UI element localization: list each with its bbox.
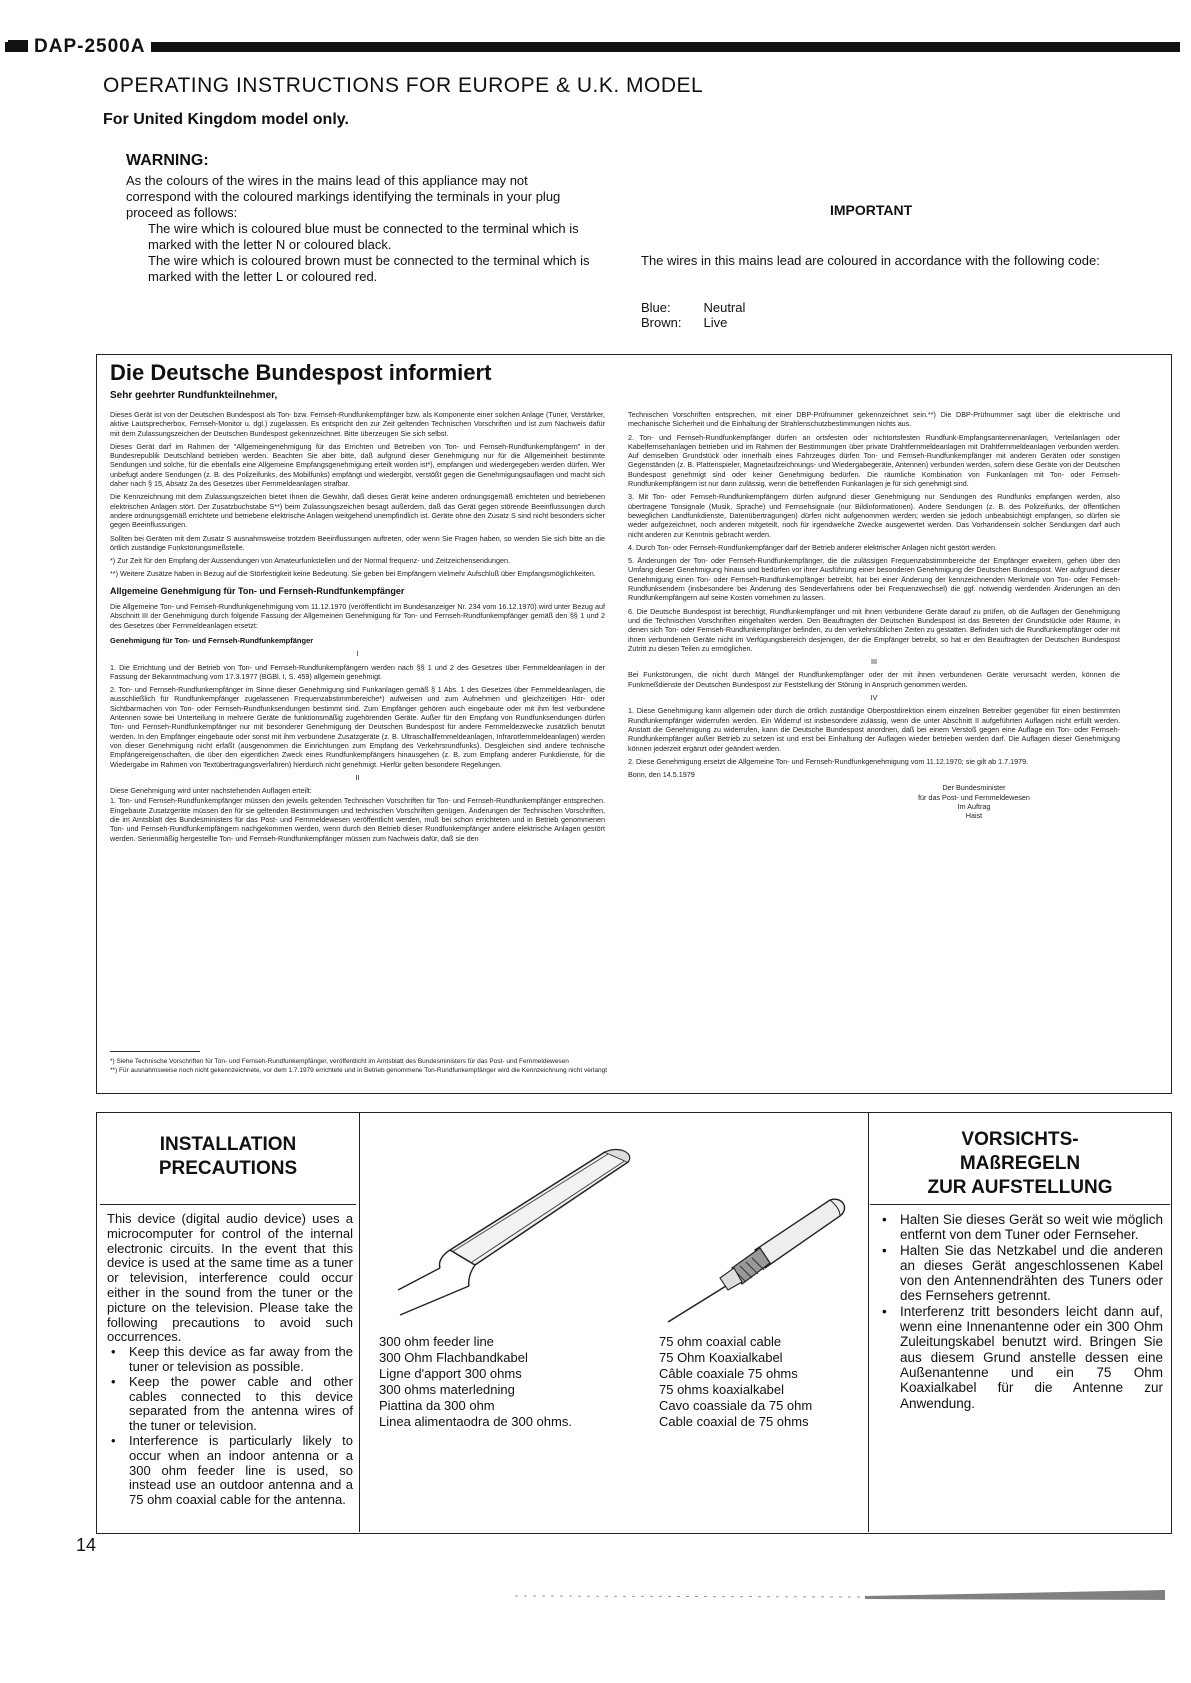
bp-roman: II bbox=[355, 772, 360, 782]
code-row-brown bbox=[641, 315, 767, 330]
header-logo-mark bbox=[8, 40, 30, 52]
bp-item: 1. Die Errichtung und der Betrieb von Ton- und Fernseh-Rundfunkempfängern werden nach §§ 1 und 2 des Gesetzes über Fernmeldeanlagen in der Fassung der Bekanntmachung vom 17.3.1977 (BGBl. I, S. 459) allgemein genehmigt. bbox=[110, 662, 605, 681]
signature-line: Im Auftrag bbox=[957, 801, 991, 811]
model-name: DAP-2500A bbox=[28, 36, 151, 58]
bp-paragraph: Dieses Gerät ist von der Deutschen Bundespost als Ton- bzw. Fernseh-Rundfunkempfänger bzw. als Komponente einer solchen Anlage (Tuner, Verstärker, aktive Lautsprecherbox, Fernseh-Monitor u. dgl.) zugelassen. Es entspricht den zur Zeit geltenden Technischen Vorschriften und ist zum Nachweis dafür mit dem Zulassungszeichen der Deutschen Bundespost gekennzeichnet. Bitte überzeugen Sie sich selbst. bbox=[110, 410, 605, 438]
vorsicht-body bbox=[878, 1212, 1163, 1411]
bp-place-date: Bonn, den 14.5.1979 bbox=[628, 770, 695, 780]
bp-paragraph: Diese Genehmigung wird unter nachstehenden Auflagen erteilt: bbox=[110, 786, 312, 796]
bp-item: 4. Durch Ton- oder Fernseh-Rundfunkempfänger darf der Betrieb anderer elektrischer Anlagen nicht gestört werden. bbox=[628, 542, 998, 552]
coaxial-cable-illustration bbox=[660, 1190, 860, 1330]
important-text: The wires in this mains lead are coloured in accordance with the following code: bbox=[641, 253, 1100, 268]
page-title: OPERATING INSTRUCTIONS FOR EUROPE & U.K. MODEL bbox=[103, 74, 704, 97]
coax-cable-caption bbox=[659, 1334, 812, 1430]
footnote: **) Für ausnahmsweise noch nicht gekennzeichnete, vor dem 1.7.1979 errichtete und in Betrieb genommene Ton-Rundfunkempfänger wird die Kennzeichnung nicht verlangt bbox=[110, 1067, 608, 1074]
installation-title-line: PRECAUTIONS bbox=[158, 1158, 298, 1179]
code-colour: Brown: bbox=[641, 315, 682, 330]
caption-line: Piattina da 300 ohm bbox=[379, 1398, 495, 1413]
code-meaning: Live bbox=[703, 315, 728, 330]
signature-line: für das Post- und Fernmeldewesen bbox=[918, 792, 1030, 802]
caption-line: 300 ohm feeder line bbox=[379, 1334, 494, 1349]
bp-signature bbox=[828, 783, 1120, 820]
important-title: IMPORTANT bbox=[830, 202, 913, 218]
bp-roman: IV bbox=[870, 693, 878, 703]
code-row-blue bbox=[641, 300, 767, 315]
vorsicht-title-rule bbox=[870, 1204, 1170, 1205]
installation-body bbox=[107, 1212, 353, 1508]
bp-footnote: **) Weitere Zusätze haben in Bezug auf die Störfestigkeit keine Bedeutung. Sie geben bei Empfängern vielmehr Aufschluß über Empfangsmöglichkeiten. bbox=[110, 569, 596, 579]
footnote-rule bbox=[110, 1051, 200, 1052]
caption-line: Cavo coassiale da 75 ohm bbox=[659, 1398, 813, 1413]
caption-line: 75 ohm coaxial cable bbox=[659, 1334, 782, 1349]
bundespost-left-column bbox=[110, 410, 605, 847]
bp-section-title: Allgemeine Genehmigung für Ton- und Fernseh-Rundfunkempfänger bbox=[110, 585, 405, 596]
bp-paragraph: Die Kennzeichnung mit dem Zulassungszeichen bietet Ihnen die Gewähr, daß dieses Gerät keine anderen ordnungsgemäß errichteten und betriebenen elektrischen Anlagen stört. Der Zusatzbuchstabe S**) beim Zulassungszeichen besagt außerdem, daß das Gerät gegen störende Beeinflussungen durch andere ordnungsgemäß errichtete und betriebene elektrische Anlagen weitgehend unempfindlich ist. Geräte ohne den Zusatz S sind nicht besonders sicher gegen Beeinflussungen. bbox=[110, 492, 605, 530]
bundespost-footnotes bbox=[110, 1057, 1110, 1075]
feeder-cable-caption bbox=[379, 1334, 572, 1430]
caption-line: Câble coaxiale 75 ohms bbox=[659, 1366, 798, 1381]
vorsicht-title-line: ZUR AUFSTELLUNG bbox=[927, 1177, 1113, 1198]
bundespost-right-column bbox=[628, 410, 1120, 821]
wire-colour-codes bbox=[641, 300, 767, 330]
caption-line: 300 Ohm Flachbandkabel bbox=[379, 1350, 528, 1365]
bp-paragraph: Die Allgemeine Ton- und Fernseh-Rundfunkgenehmigung vom 11.12.1970 (veröffentlicht im Bundesanzeiger Nr. 234 vom 16.12.1970) wird unter Bezug auf Abschnitt III der Genehmigung durch folgende Fassung der Allgemeinen Genehmigung für Ton- und Fernseh-Rundfunkempfänger gemäß den §§ 1 und 2 des Gesetzes über Fernmeldeanlagen ersetzt: bbox=[110, 602, 605, 630]
bp-footnote: *) Zur Zeit für den Empfang der Aussendungen von Amateurfunkstellen und der Normal frequenz- und Zeitzeichensendungen. bbox=[110, 556, 510, 566]
list-item: • Interferenz tritt besonders leicht dann auf, wenn eine Innenantenne oder ein 300 Ohm Zuleitungskabel benutzt wird. Bringen Sie aus diesem Grund anstelle dessen eine Außenantenne und ein 75 Ohm Koaxialkabel für die Antenne zur Anwendung. bbox=[878, 1304, 1163, 1411]
list-item: • Keep the power cable and other cables connected to this device separated from the antenna wires of the tuner or television. bbox=[107, 1375, 353, 1434]
warning-blue-wire: The wire which is coloured blue must be connected to the terminal which is marked with the letter N or coloured black. bbox=[148, 221, 579, 252]
bp-item: 2. Ton- und Fernseh-Rundfunkempfänger dürfen an ortsfesten oder nichtortsfesten Rundfunk-Empfangsantennenanlagen, Verteilanlagen oder Kabelfernsehanlagen betrieben und im Rahmen der Bestimmungen über private Drahtfernmeldeanlagen mit Drahtfernmeldeanlagen verbunden werden. Auf demselben Grundstück oder innerhalb eines Fahrzeuges dürfen Ton- und Fernseh-Rundfunkempfänger mit anderen Geräten oder sonstigen Gegenständen (z. B. Plattenspieler, Magnetaufzeichnungs- und Wiedergabegeräte, Antennen) verbunden werden, sofern diese Geräte von der Deutschen Bundespost genehmigt sind oder keiner Genehmigung bedürfen. Die räumliche Kombination von Funkanlagen mit Ton- oder Fernseh-Rundfunkempfängern ist nur dann zulässig, wenn die betreffenden Funkanlagen je für sich genehmigt sind. bbox=[628, 432, 1120, 489]
vorsicht-title-line: MAßREGELN bbox=[959, 1153, 1081, 1174]
warning-intro: As the colours of the wires in the mains lead of this appliance may not correspond with the coloured markings identifying the terminals in your plug proceed as follows: bbox=[126, 173, 561, 220]
footnote: *) Siehe Technische Vorschriften für Ton- und Fernseh-Rundfunkempfänger, veröffentlicht im Amtsblatt des Bundesministers für das Post- und Fernmeldewesen bbox=[110, 1058, 569, 1065]
bp-roman: I bbox=[356, 649, 359, 659]
bp-paragraph: Sollten bei Geräten mit dem Zusatz S ausnahmsweise trotzdem Beeinflussungen auftreten, oder wenn Sie Fragen haben, so wenden Sie sich bitte an die örtlich zuständige Funkstörungsmeßstelle. bbox=[110, 533, 605, 552]
warning-title: WARNING: bbox=[126, 152, 209, 169]
bundespost-greeting: Sehr geehrter Rundfunkteilnehmer, bbox=[110, 390, 278, 401]
signature-line: Haist bbox=[965, 811, 983, 821]
column-divider bbox=[359, 1112, 360, 1532]
bp-item: 1. Diese Genehmigung kann allgemein oder durch die örtlich zuständige Oberpostdirektion einem einzelnen Betreiber gegenüber für einen bestimmten Rundfunkempfänger widerrufen werden. Ein Widerruf ist insbesondere zulässig, wenn die unter Abschnitt II aufgeführten Auflagen nicht erfüllt werden. Anstatt die Genehmigung zu widerrufen, kann die Deutsche Bundespost anordnen, daß bei einem Verstoß gegen eine Auflage ein Ton- oder Fernseh-Rundfunkempfänger außer Betrieb zu setzen ist und erst bei Einhaltung der Auflagen wieder betrieben werden darf. Die Auflagen dieser Genehmigung können jederzeit ergänzt oder geändert werden. bbox=[628, 706, 1120, 753]
bp-paragraph: Bei Funkstörungen, die nicht durch Mängel der Rundfunkempfänger oder der mit ihnen verbundenen Geräte verursacht werden, können die Funkmeßdienste der Deutschen Bundespost zur Feststellung der Störung in Anspruch genommen werden. bbox=[628, 670, 1120, 689]
warning-body bbox=[126, 173, 596, 285]
vorsicht-title bbox=[872, 1128, 1168, 1198]
vorsicht-list bbox=[878, 1212, 1163, 1411]
bp-item: 6. Die Deutsche Bundespost ist berechtigt, Rundfunkempfänger und mit ihnen verbundene Geräte darauf zu prüfen, ob die Auflagen der Genehmigung und die Technischen Vorschriften eingehalten werden. Den Beauftragten der Deutschen Bundespost ist das Betreten der Grundstücke oder Räume, in denen sich Ton- oder Fernseh-Rundfunkempfänger befinden, zu den verkehrsüblichen Zeiten zu gestatten. Befinden sich die Rundfunkempfänger oder mit ihnen verbundenen Geräte nicht im Verfügungsbereich desjenigen, der die Empfänger betreibt, so hat er den Beauftragten der Deutschen Bundespost Zutritt zu diesen Teilen zu ermöglichen. bbox=[628, 606, 1120, 653]
vorsicht-title-line: VORSICHTS- bbox=[961, 1129, 1079, 1150]
bp-item: 2. Diese Genehmigung ersetzt die Allgemeine Ton- und Fernseh-Rundfunkgenehmigung vom 11.12.1970; sie gilt ab 1.7.1979. bbox=[628, 756, 1029, 766]
bundespost-title: Die Deutsche Bundespost informiert bbox=[110, 360, 492, 385]
bp-paragraph: Technischen Vorschriften entsprechen, mit einer DBP-Prüfnummer gekennzeichnet sein.**) Die DBP-Prüfnummer sagt über die elektrische und mechanische Sicherheit und die Einhaltung der Strahlenschutzbestimmungen nichts aus. bbox=[628, 410, 1120, 429]
feeder-cable-illustration bbox=[390, 1140, 640, 1320]
list-item: • Halten Sie dieses Gerät so weit wie möglich entfernt von dem Tuner oder Fernseher. bbox=[878, 1212, 1163, 1243]
list-item: • Interference is particularly likely to occur when an indoor antenna or a 300 ohm feeder line is used, so instead use an outdoor antenna and a 75 ohm coaxial cable for the antenna. bbox=[107, 1434, 353, 1508]
installation-list bbox=[107, 1345, 353, 1508]
page-number: 14 bbox=[76, 1535, 97, 1555]
installation-intro: This device (digital audio device) uses a microcomputer for control of the internal electronic circuits. In the event that this device is used at the same time as a tuner or television, interference could occur either in the sound from the tuner or the picture on the television. Please take the following precautions to avoid such occurrences. bbox=[107, 1211, 353, 1345]
code-meaning: Neutral bbox=[703, 300, 746, 315]
list-item: • Keep this device as far away from the tuner or television as possible. bbox=[107, 1345, 353, 1375]
caption-line: 300 ohms materledning bbox=[379, 1382, 515, 1397]
caption-line: 75 Ohm Koaxialkabel bbox=[659, 1350, 783, 1365]
column-divider bbox=[868, 1112, 869, 1532]
caption-line: Ligne d'apport 300 ohms bbox=[379, 1366, 522, 1381]
header-rule bbox=[5, 42, 1180, 52]
installation-title bbox=[100, 1112, 356, 1202]
caption-line: Cable coaxial de 75 ohms bbox=[659, 1414, 809, 1429]
caption-line: Linea alimentaodra de 300 ohms. bbox=[379, 1414, 572, 1429]
list-item: • Halten Sie das Netzkabel und die anderen an dieses Gerät angeschlossenen Kabel von den Antennendrähten des Tuners oder des Fernsehers getrennt. bbox=[878, 1243, 1163, 1304]
warning-brown-wire: The wire which is coloured brown must be connected to the terminal which is marked with the letter L or coloured red. bbox=[148, 253, 590, 284]
bp-item: 1. Ton- und Fernseh-Rundfunkempfänger müssen den jeweils geltenden Technischen Vorschriften für Ton- und Fernseh-Rundfunkempfänger entsprechen. Eingebaute Zusatzgeräte müssen den für sie geltenden Bestimmungen und technischen Vorschriften genügen. Änderungen der Technischen Vorschriften, die im Amtsblatt des Bundesministers für das Post- und Fernmeldewesen veröffentlicht werden, muß bei schon errichteten und in Betrieb genommenen Ton- und Fernseh-Rundfunkempfängern nachgekommen werden, wenn durch den Betrieb dieser Rundfunkempfänger andere elektrische Anlagen gestört werden. Serienmäßig hergestellte Ton- und Fernseh-Rundfunkempfänger müssen zum Nachweis dafür, daß sie den bbox=[110, 796, 605, 843]
page-subtitle: For United Kingdom model only. bbox=[103, 111, 349, 128]
installation-title-line: INSTALLATION bbox=[159, 1134, 297, 1155]
bp-roman: III bbox=[871, 657, 877, 667]
signature-line: Der Bundesminister bbox=[942, 783, 1006, 793]
installation-title-rule bbox=[100, 1204, 356, 1205]
bp-item: 5. Änderungen der Ton- oder Fernseh-Rundfunkempfänger, die die zulässigen Frequenzabstimmbereiche der Empfänger erweitern, gehen über den Umfang dieser Genehmigung hinaus und bedürfen vor ihrer Ausführung einer besonderen Genehmigung der Deutschen Bundespost. Wer aufgrund dieser Genehmigung einen Ton- oder Fernseh-Rundfunkempfänger betreibt, hat bei einer Änderung der kennzeichnenden Merkmale von Ton- oder Fernseh-Rundfunksendern (insbesondere bei Änderung des Sendeverfahrens oder bei Frequenzwechsel) die ggf. notwendig werdenden Änderungen an den Rundfunkempfängern auf seine Kosten vornehmen zu lassen. bbox=[628, 556, 1120, 603]
bp-paragraph: Dieses Gerät darf im Rahmen der "Allgemeingenehmigung für das Errichten und Betreiben von Ton- und Fernseh-Rundfunkempfängern" in der Bundesrepublik Deutschland betrieben werden. Beachten Sie aber bitte, daß aufgrund dieser Genehmigung nur für die Allgemeinheit bestimmte Sendungen und solche, für die ebenfalls eine Allgemeine Empfangsgenehmigung erteilt worden ist*), empfangen und wiedergegeben werden dürfen. Wer unbefugt andere Sendungen (z. B. des Polizeifunks, des Mobilfunks) empfängt und wiedergibt, verstößt gegen die Genehmigungsauflagen und macht sich daher nach § 15, Absatz 2a des Gesetzes über Fernmeldeanlagen strafbar. bbox=[110, 441, 605, 489]
bp-item: 3. Mit Ton- oder Fernseh-Rundfunkempfängern dürfen aufgrund dieser Genehmigung nur Sendungen des Rundfunks empfangen werden, also übertragene Tonsignale (Musik, Sprache) und Fernsehsignale (nur Bildinformationen). Andere Sendungen (z. B. des Polizeifunks, der öffentlichen beweglichen Landfunkdienste, Datenübertragungen) dürfen nicht aufgenommen werden; werden sie jedoch unbeabsichtigt empfangen, so dürfen sie weder aufgezeichnet, noch anderen mitgeteilt, noch für irgendwelche Zwecke ausgewertet werden. Das Vorhandensein solcher Sendungen darf auch nicht anderen zur Kenntnis gebracht werden. bbox=[628, 492, 1120, 539]
caption-line: 75 ohms koaxialkabel bbox=[659, 1382, 785, 1397]
bp-item: 2. Ton- und Fernseh-Rundfunkempfänger im Sinne dieser Genehmigung sind Funkanlagen gemäß § 1 Abs. 1 des Gesetzes über Fernmeldeanlagen, die ausschließlich für Rundfunkempfänger zugelassenen Frequenzabstimmbereiche*) aufweisen und zum Aufnehmen und gleichzeitigen Hör- oder Sichtbarmachen von Ton- oder Fernseh-Rundfunksendungen bestimmt sind. Zum Empfänger gehören auch eingebaute oder mit ihm fest verbundene Antennen sowie bei Unterteilung in mehrere Geräte die funktionsmäßig zugehörenden Geräte. Außer für den Empfang von Rundfunksendungen dürfen Ton- und Fernseh-Rundfunkempfänger nur mit besonderer Genehmigung der Deutschen Bundespost für andere Fernmeldezwecke zusätzlich benutzt werden. In den Empfänger eingebaute oder sonst mit ihm verbundene Zusatzgeräte (z. B. Ultraschallfernmeldeanlagen, Infrarotfernmeldeanlagen) werden von dieser Genehmigung nicht erfaßt (ausgenommen die Einrichtungen zum Empfang des Verkehrsrundfunks). Desgleichen sind andere technische Empfängereigenschaften, die über den eigentlichen Zweck eines Rundfunkempfängers hinausgehen (z. B. zum Empfang anderer Funkdienste, für die Wiedergabe im Rahmen von Textübertragungsverfahren) hierdurch nicht genehmigt. Hierfür gelten besondere Regelungen. bbox=[110, 685, 605, 769]
code-colour: Blue: bbox=[641, 300, 671, 315]
scan-artifact bbox=[515, 1586, 1165, 1604]
bp-section-title: Genehmigung für Ton- und Fernseh-Rundfunkempfänger bbox=[110, 635, 314, 645]
